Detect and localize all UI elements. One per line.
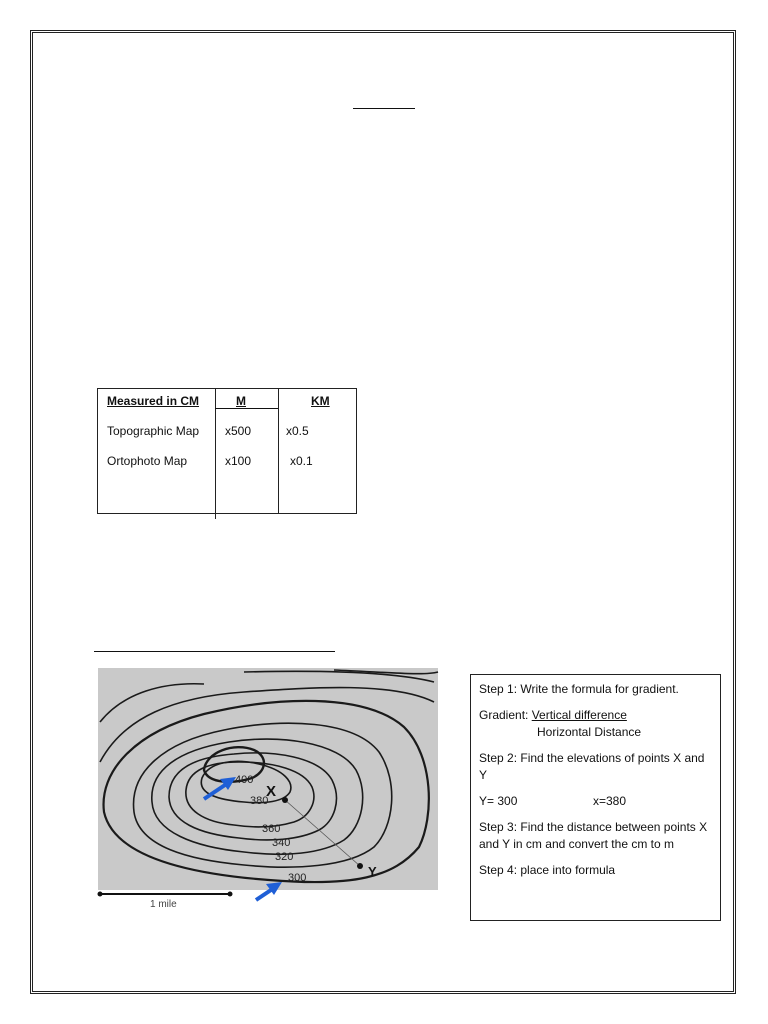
table-header-line: [215, 408, 278, 409]
table-row-m: x100: [225, 454, 252, 468]
contour-label: 360: [262, 823, 281, 835]
contour-label: 300: [288, 872, 307, 884]
contour-map: [94, 662, 448, 910]
table-header-km: KM: [311, 394, 330, 408]
table-row-label: Topographic Map: [107, 424, 200, 438]
conversion-table: [97, 388, 357, 514]
step-3: Step 3: Find the distance between points X and Y in cm and convert the cm to m: [479, 820, 708, 851]
table-header-m: M: [236, 394, 246, 408]
steps-box: [470, 674, 721, 921]
table-row-m: x500: [225, 424, 252, 438]
table-header-measured: Measured in CM: [107, 394, 200, 408]
section-heading-underline: [94, 651, 335, 652]
y-value: Y= 300: [479, 794, 518, 808]
gradient-denominator: Horizontal Distance: [537, 725, 642, 739]
contour-label: 400: [235, 774, 254, 786]
point-y-label: Y: [368, 864, 377, 879]
contour-label: 320: [275, 851, 294, 863]
x-value: x=380: [593, 794, 627, 808]
table-row-km: x0.1: [290, 454, 313, 468]
scale-label: 1 mile: [150, 899, 177, 910]
point-x-marker: [282, 797, 288, 803]
step-1: Step 1: Write the formula for gradient.: [479, 682, 679, 696]
gradient-formula: [479, 707, 712, 741]
table-row-km: x0.5: [286, 424, 309, 438]
table-divider-2: [278, 389, 279, 513]
contour-label: 340: [272, 837, 291, 849]
point-x-label: X: [266, 783, 277, 800]
table-row-label: Ortophoto Map: [107, 454, 188, 468]
step-2: Step 2: Find the elevations of points X and Y: [479, 751, 705, 782]
title-underline: [353, 108, 415, 109]
point-y-marker: [357, 863, 363, 869]
gradient-numerator: Vertical difference: [531, 708, 627, 722]
elevation-values: [479, 793, 712, 810]
gradient-label: Gradient:: [479, 708, 529, 722]
contour-label: 380: [250, 795, 269, 807]
scale-bar: [98, 892, 233, 897]
step-4: Step 4: place into formula: [479, 863, 616, 877]
